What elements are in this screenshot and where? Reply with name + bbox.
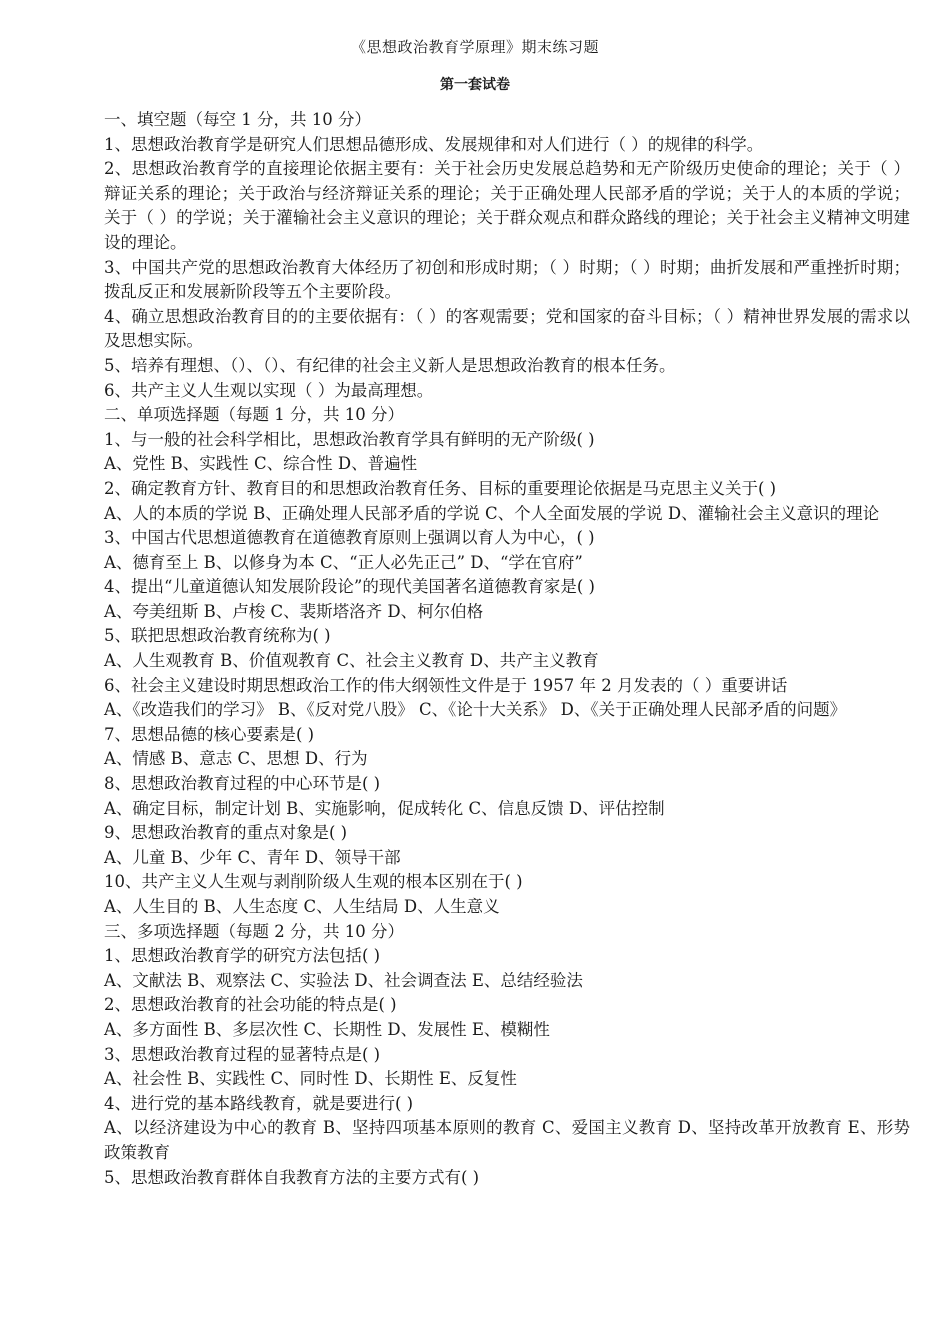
- text-line: 6、社会主义建设时期思想政治工作的伟大纲领性文件是于 1957 年 2 月发表的（ ）重要讲话: [104, 675, 788, 695]
- text-line: 4、进行党的基本路线教育，就是要进行( ): [104, 1093, 414, 1113]
- exam-content: [104, 108, 910, 1190]
- text-line: A、多方面性 B、多层次性 C、长期性 D、发展性 E、模糊性: [104, 1019, 550, 1039]
- text-line: 三、多项选择题（每题 2 分，共 10 分）: [104, 921, 404, 941]
- text-line: A、儿童 B、少年 C、青年 D、领导干部: [104, 847, 401, 867]
- text-line: A、以经济建设为中心的教育 B、坚持四项基本原则的教育 C、爱国主义教育 D、坚持改革开放教育 E、形势政策教育: [104, 1118, 910, 1162]
- text-line: A、人生目的 B、人生态度 C、人生结局 D、人生意义: [104, 897, 500, 916]
- text-line: 4、确立思想政治教育目的的主要依据有：（ ）的客观需要；党和国家的奋斗目标；（ ）精神世界发展的需求以及思想实际。: [104, 306, 910, 351]
- text-line: A、文献法 B、观察法 C、实验法 D、社会调查法 E、总结经验法: [104, 970, 583, 990]
- text-line: 1、思想政治教育学的研究方法包括( ): [104, 946, 381, 966]
- text-line: A、德育至上 B、以修身为本 C、“正人必先正己” D、“学在官府”: [104, 552, 583, 572]
- text-line: A、人的本质的学说 B、正确处理人民部矛盾的学说 C、个人全面发展的学说 D、灌输社会主义意识的理论: [104, 503, 880, 523]
- document-title: 《思想政治教育学原理》期末练习题: [350, 38, 599, 56]
- text-line: A、情感 B、意志 C、思想 D、行为: [104, 749, 368, 769]
- text-line: 5、培养有理想、（）、（）、有纪律的社会主义新人是思想政治教育的根本任务。: [104, 355, 676, 375]
- text-line: 2、思想政治教育的社会功能的特点是( ): [104, 995, 397, 1015]
- text-line: 2、确定教育方针、教育目的和思想政治教育任务、目标的重要理论依据是马克思主义关于( ): [104, 478, 777, 498]
- text-line: 二、单项选择题（每题 1 分，共 10 分）: [104, 405, 404, 425]
- text-line: A、《改造我们的学习》 B、《反对党八股》 C、《论十大关系》 D、《关于正确处理人民部矛盾的问题》: [104, 700, 847, 720]
- text-line: 一、填空题（每空 1 分，共 10 分）: [104, 110, 371, 129]
- text-line: A、确定目标，制定计划 B、实施影响，促成转化 C、信息反馈 D、评估控制: [104, 798, 665, 818]
- text-line: 2、思想政治教育学的直接理论依据主要有：关于社会历史发展总趋势和无产阶级历史使命的理论；关于（ ）辩证关系的理论；关于政治与经济辩证关系的理论；关于正确处理人民部矛盾的学说；关于人的本质的学说；关于（ ）的学说；关于灌输社会主义意识的理论；关于群众观点和群众路线的理论；关于社会主义精神文明建设的理论。: [104, 159, 910, 252]
- text-line: 3、中国古代思想道德教育在道德教育原则上强调以育人为中心，( ): [104, 528, 595, 548]
- text-line: 5、思想政治教育群体自我教育方法的主要方式有( ): [104, 1167, 480, 1187]
- text-line: 1、思想政治教育学是研究人们思想品德形成、发展规律和对人们进行（ ）的规律的科学。: [104, 134, 764, 154]
- text-line: 7、思想品德的核心要素是( ): [104, 724, 315, 744]
- text-line: 9、思想政治教育的重点对象是( ): [104, 823, 348, 843]
- text-line: 8、思想政治教育过程的中心环节是( ): [104, 774, 381, 794]
- text-line: A、人生观教育 B、价值观教育 C、社会主义教育 D、共产主义教育: [104, 651, 599, 671]
- text-line: A、党性 B、实践性 C、综合性 D、普遍性: [104, 454, 418, 474]
- text-line: 3、思想政治教育过程的显著特点是( ): [104, 1044, 381, 1064]
- text-line: A、夸美纽斯 B、卢梭 C、裴斯塔洛齐 D、柯尔伯格: [104, 601, 484, 621]
- set-title: 第一套试卷: [440, 77, 510, 93]
- text-line: 10、共产主义人生观与剥削阶级人生观的根本区别在于( ): [104, 872, 523, 892]
- text-line: 4、提出“儿童道德认知发展阶段论”的现代美国著名道德教育家是( ): [104, 577, 595, 597]
- text-line: 3、中国共产党的思想政治教育大体经历了初创和形成时期；（ ）时期；（ ）时期；曲折发展和严重挫折时期；拨乱反正和发展新阶段等五个主要阶段。: [104, 257, 910, 302]
- text-line: 6、共产主义人生观以实现（ ）为最高理想。: [104, 380, 434, 400]
- text-line: 1、与一般的社会科学相比，思想政治教育学具有鲜明的无产阶级( ): [104, 429, 595, 449]
- text-line: 5、联把思想政治教育统称为( ): [104, 626, 331, 646]
- text-line: A、社会性 B、实践性 C、同时性 D、长期性 E、反复性: [104, 1069, 517, 1089]
